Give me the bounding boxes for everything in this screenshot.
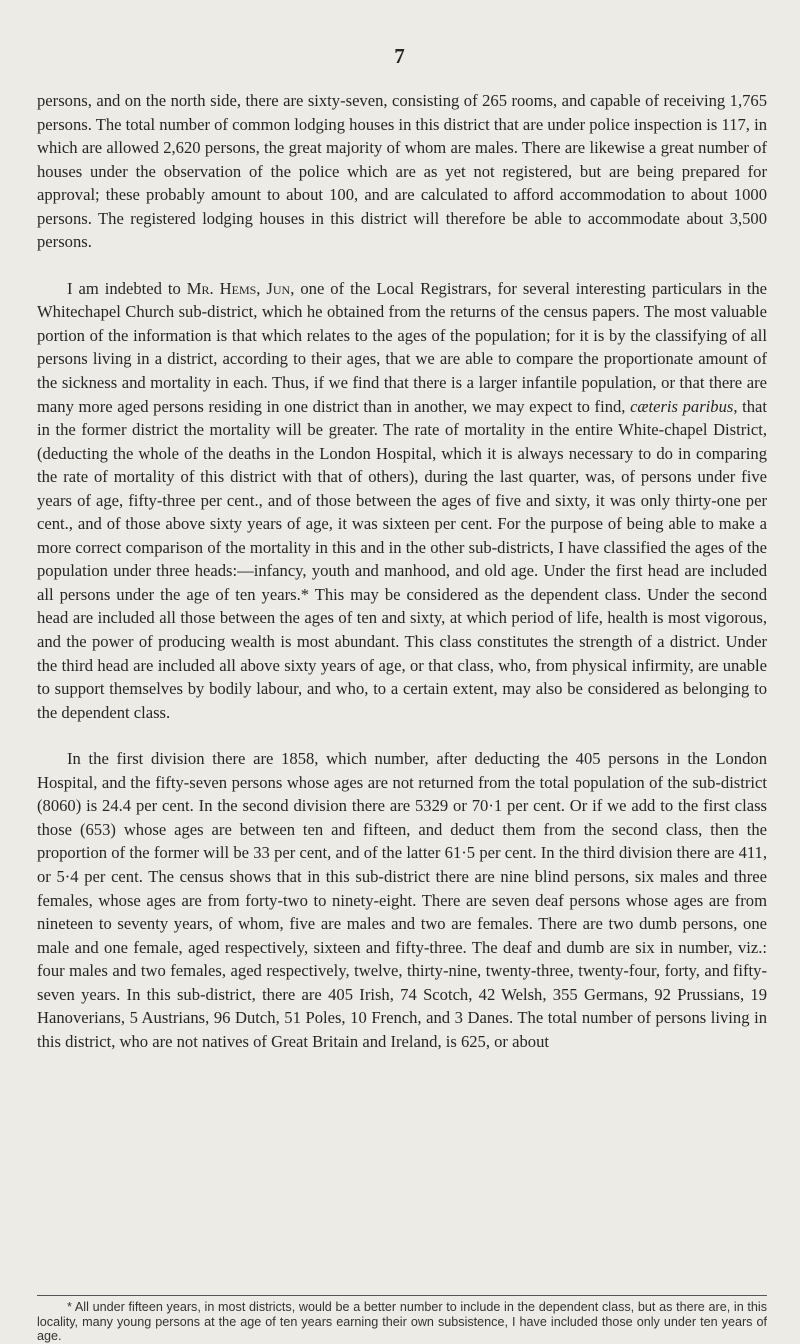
- latin-phrase: cæteris paribus: [630, 396, 734, 416]
- paragraph-3: In the first division there are 1858, which number, after deducting the 405 persons in the London Hospital, and the fifty-seven persons whose ages are not returned from the total population of the sub-district (8060) is 24.4 per cent. In the second division there are 5329 or 70·1 per cent. Or if we add to the first class those (653) whose ages are between ten and fifteen, and deduct them from the second class, then the proportion of the former will be 33 per cent, and of the latter 61·5 per cent. In the third division there are 411, or 5·4 per cent. The census shows that in this sub-district there are nine blind persons, six males and three females, whose ages are from forty-two to ninety-eight. There are seven deaf persons whose ages are from nineteen to seventy years, of whom, five are males and two are females. There are two dumb persons, one male and one female, aged respectively, sixteen and fifty-three. The deaf and dumb are six in number, viz.: four males and two females, aged respectively, twelve, thirty-nine, twenty-three, twenty-four, forty, and fifty-seven years. In this sub-district, there are 405 Irish, 74 Scotch, 42 Welsh, 355 Germans, 92 Prussians, 19 Hanoverians, 5 Austrians, 96 Dutch, 51 Poles, 10 French, and 3 Danes. The total number of persons living in this district, who are not natives of Great Britain and Ireland, is 625, or about: [37, 749, 767, 1051]
- page-number: 7: [394, 44, 406, 68]
- body-text: [37, 89, 767, 1076]
- paragraph-2-middle: , one of the Local Registrars, for several interesting particulars in the Whitechapel Church sub-district, which he obtained from the returns of the census papers. The most valuable portion of the information is that which relates to the ages of the population; for it is by the classifying of all persons living in a district, according to their ages, that we are able to compare the proportionate amount of the sickness and mortality in each. Thus, if we find that there is a larger infantile population, or that there are many more aged persons residing in one district than in another, we may expect to find,: [37, 278, 767, 416]
- footnote-divider: [37, 1295, 767, 1296]
- paragraph-2: [37, 277, 767, 724]
- footnote: * All under fifteen years, in most districts, would be a better number to include in the dependent class, but as there are, in this locality, many young persons at the age of ten years earning their own subsistence, I have included those only under ten years of age.: [37, 1300, 767, 1343]
- registrar-name: Mr. Hems, Jun: [186, 278, 291, 298]
- paragraph-2-start: I am indebted to: [67, 278, 187, 298]
- paragraph-1: persons, and on the north side, there are sixty-seven, consisting of 265 rooms, and capable of receiving 1,765 persons. The total number of common lodging houses in this district that are under police inspection is 117, in which are allowed 2,620 persons, the great majority of whom are males. There are likewise a great number of houses under the observation of the police which are as yet not registered, but are being prepared for approval; these probably amount to about 100, and are calculated to afford accommodation to about 1000 persons. The registered lodging houses in this district will therefore be able to accommodate about 3,500 persons.: [37, 91, 768, 252]
- paragraph-2-end: , that in the former district the mortality will be greater. The rate of mortality in the entire White-chapel District, (deducting the whole of the deaths in the London Hospital, which it is always necessary to do in comparing the rate of mortality of this district with that of others), during the last quarter, was, of persons under five years of age, fifty-three per cent., and of those between the ages of five and sixty, it was only thirty-one per cent., and of those above sixty years of age, it was sixteen per cent. For the purpose of being able to make a more correct comparison of the mortality in this and in the other sub-districts, I have classified the ages of the population under three heads:—infancy, youth and manhood, and old age. Under the first head are included all persons under the age of ten years.* This may be considered as the dependent class. Under the second head are included all those between the ages of ten and sixty, at which period of life, health is most vigorous, and the power of producing wealth is most abundant. This class constitutes the strength of a district. Under the third head are included all above sixty years of age, or that class, who, from physical infirmity, are unable to support themselves by bodily labour, and who, to a certain extent, may also be considered as belonging to the dependent class.: [37, 396, 767, 722]
